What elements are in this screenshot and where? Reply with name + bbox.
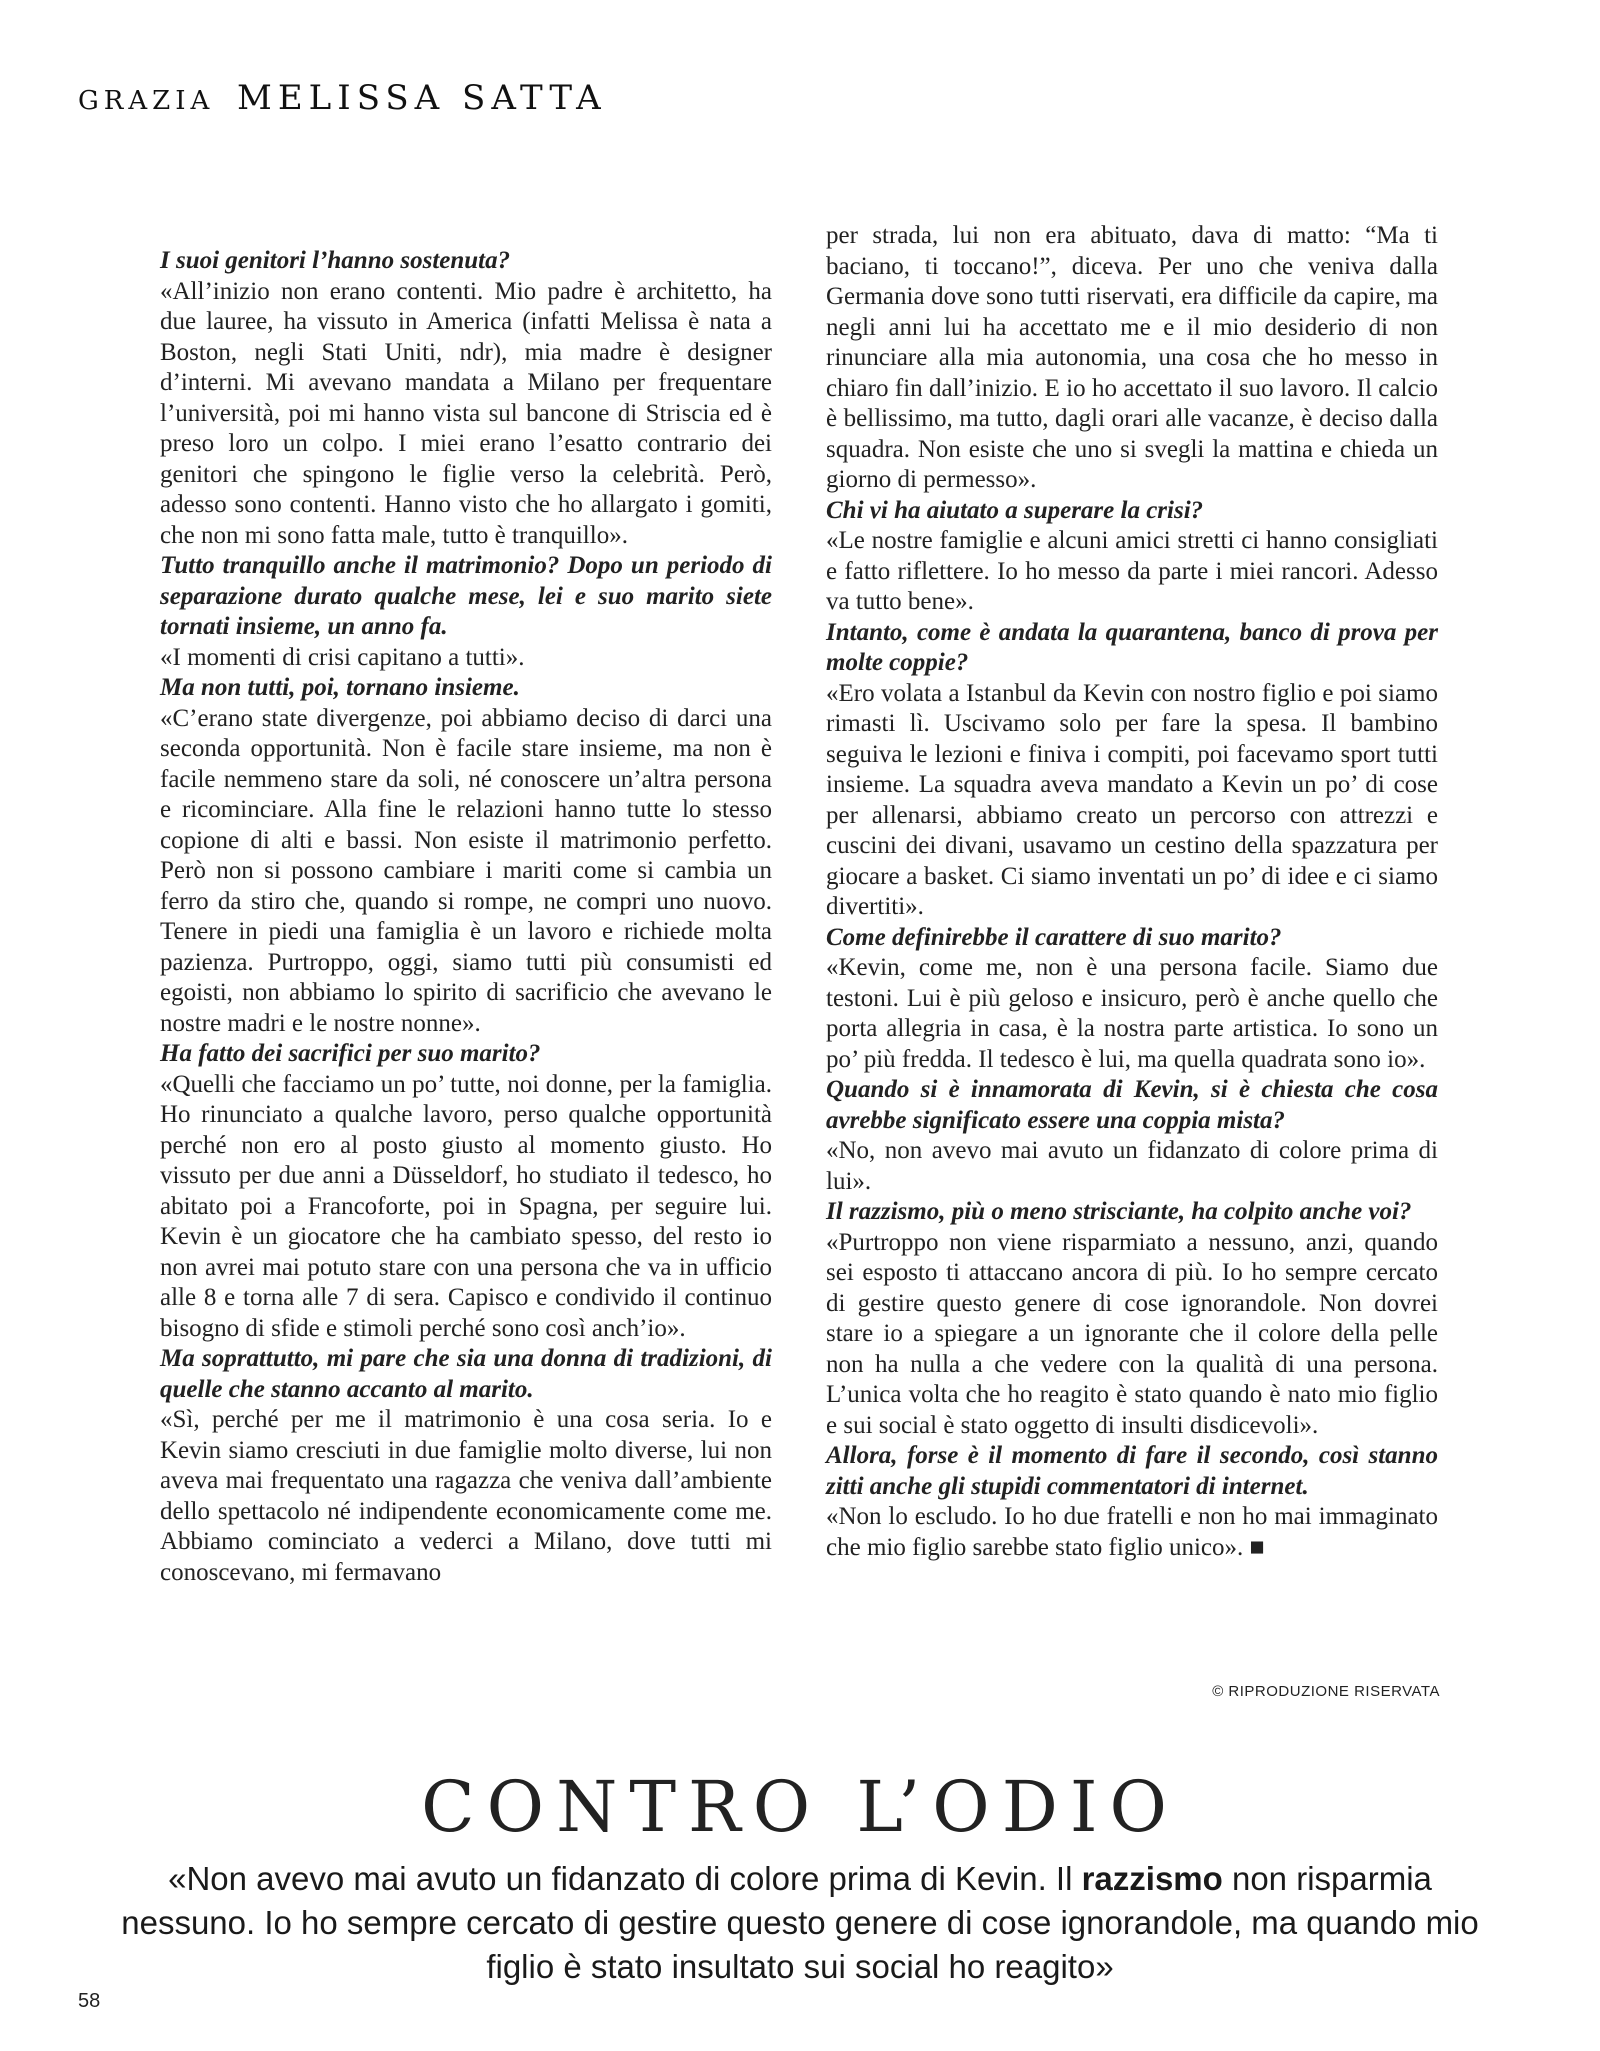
interview-answer: «Quelli che facciamo un po’ tutte, noi donne, per la famiglia. Ho rinunciato a qualche lavoro, perso qualche opportunità perché non ero al posto giusto al momento giusto. Ho vissuto per due anni a Düsseldorf, ho studiato il tedesco, ho abitato poi a Francoforte, poi in Spagna, per seguire lui. Kevin è un giocatore che ha cambiato spesso, del resto io non avrei mai potuto stare con una persona che va in ufficio alle 8 e torna alle 7 di sera. Capisco e condivido il continuo bisogno di sfide e stimoli perché sono così anch’io». (160, 1070, 772, 1342)
interview-answer: per strada, lui non era abituato, dava di matto: “Ma ti baciano, ti toccano!”, diceva. Per uno che veniva dalla Germania dove sono tutti riservati, era difficile da capire, ma negli anni lui ha accettato me e il mio desiderio di non rinunciare alla mia autonomia, una cosa che ho messo in chiaro fin dall’inizio. E io ho accettato il suo lavoro. Il calcio è bellissimo, ma tutto, dagli orari alle vacanze, è deciso dalla squadra. Non esiste che uno si svegli la mattina e chieda un giorno di permesso». (826, 222, 1438, 493)
interview-question: Tutto tranquillo anche il matrimonio? Dopo un periodo di separazione durato qualche mese, lei e suo marito siete tornati insieme, un anno fa. (160, 552, 772, 640)
pullquote-before: «Non avevo mai avuto un fidanzato di colore prima di Kevin. Il (168, 1860, 1082, 1897)
pullquote-after: non risparmia nessuno. Io ho sempre cercato di gestire questo genere di cose ignorandole, ma quando mio figlio è stato insultato sui social ho reagito» (121, 1860, 1479, 1985)
interview-answer: «Purtroppo non viene risparmiato a nessuno, anzi, quando sei esposto ti attaccano ancora di più. Io ho sempre cercato di gestire questo genere di cose ignorandole. Non dovrei stare io a spiegare a un ignorante che il colore della pelle non ha nulla a che vedere con la qualità di una persona. L’unica volta che ho reagito è stato quando è nato mio figlio e sui social è stato oggetto di insulti disdicevoli». (826, 1228, 1438, 1439)
left-column (160, 246, 772, 1588)
interview-question: I suoi genitori l’hanno sostenuta? (160, 247, 511, 274)
interview-question: Il razzismo, più o meno strisciante, ha colpito anche voi? (826, 1198, 1412, 1225)
interview-question: Come definirebbe il carattere di suo marito? (826, 923, 1282, 951)
interview-question: Chi vi ha aiutato a superare la crisi? (826, 496, 1204, 524)
right-column (826, 221, 1438, 1563)
interview-answer: «Le nostre famiglie e alcuni amici stretti ci hanno consigliati e fatto riflettere. Io ho messo da parte i miei rancori. Adesso va tutto bene». (826, 527, 1438, 615)
pullquote-title: CONTRO L’ODIO (421, 1766, 1179, 1848)
interview-question: Quando si è innamorata di Kevin, si è chiesta che cosa avrebbe significato essere una coppia mista? (826, 1076, 1438, 1134)
page-number: 58 (78, 1990, 101, 2012)
pullquote-text (100, 1857, 1500, 1989)
interview-answer: «I momenti di crisi capitano a tutti». (160, 643, 525, 671)
interview-answer: «Kevin, come me, non è una persona facile. Siamo due testoni. Lui è più geloso e insicuro, però è anche quello che porta allegria in casa, è la nostra parte artistica. Io sono un po’ più fredda. Il tedesco è lui, ma quella quadrata sono io». (826, 954, 1438, 1073)
interview-question: Ma soprattutto, mi pare che sia una donna di tradizioni, di quelle che stanno accanto al marito. (160, 1345, 772, 1403)
interview-answer: «Sì, perché per me il matrimonio è una cosa seria. Io e Kevin siamo cresciuti in due famiglie molto diverse, lui non aveva mai frequentato una ragazza che veniva dall’ambiente dello spettacolo né indipendente economicamente come me. Abbiamo cominciato a vederci a Milano, dove tutti mi conoscevano, mi fermavano (160, 1406, 772, 1586)
interview-answer: «Ero volata a Istanbul da Kevin con nostro figlio e poi siamo rimasti lì. Uscivamo solo per fare la spesa. Il bambino seguiva le lezioni e finiva i compiti, poi facevamo sport tutti insieme. La squadra aveva mandato a Kevin un po’ di cose per allenarsi, abbiamo creato un percorso con attrezzi e cuscini dei divani, usavamo un cestino della spazzatura per giocare a basket. Ci siamo inventati un po’ di idee e ci siamo divertiti». (826, 679, 1438, 920)
article-subject: MELISSA SATTA (237, 78, 607, 118)
copyright-credit: © RIPRODUZIONE RISERVATA (1212, 1683, 1440, 1700)
interview-question: Ha fatto dei sacrifici per suo marito? (160, 1040, 541, 1067)
interview-answer: «C’erano state divergenze, poi abbiamo deciso di darci una seconda opportunità. Non è facile stare insieme, ma non è facile nemmeno stare da soli, né conoscere un’altra persona e ricominciare. Alla fine le relazioni hanno tutte lo stesso copione di alti e bassi. Non esiste il matrimonio perfetto. Però non si possono cambiare i mariti come si cambia un ferro da stiro che, quando si rompe, ne compri uno nuovo. Tenere in piedi una famiglia è un lavoro e richiede molta pazienza. Purtroppo, oggi, siamo tutti più consumisti ed egoisti, non abbiamo lo spirito di sacrificio che avevano le nostre madri e le nostre nonne». (160, 704, 772, 1037)
interview-question: Intanto, come è andata la quarantena, banco di prova per molte coppie? (826, 618, 1438, 676)
magazine-brand: GRAZIA (78, 86, 215, 116)
interview-question: Ma non tutti, poi, tornano insieme. (160, 674, 520, 701)
interview-answer: «No, non avevo mai avuto un fidanzato di colore prima di lui». (826, 1137, 1438, 1195)
interview-answer: «All’inizio non erano contenti. Mio padre è architetto, ha due lauree, ha vissuto in America (infatti Melissa è nata a Boston, negli Stati Uniti, ndr), mia madre è designer d’interni. Mi avevano mandata a Milano per frequentare l’università, poi mi hanno vista sul bancone di Striscia ed è preso loro un colpo. I miei erano l’esatto contrario dei genitori che spingono le figlie verso la celebrità. Però, adesso sono contenti. Hanno visto che ho allargato i gomiti, che non mi sono fatta male, tutto è tranquillo». (160, 277, 772, 549)
interview-answer: «Non lo escludo. Io ho due fratelli e non ho mai immaginato che mio figlio sarebbe stato figlio unico». ■ (826, 1503, 1438, 1561)
page-header (78, 78, 607, 118)
pullquote-bold: razzismo (1081, 1860, 1223, 1897)
interview-question: Allora, forse è il momento di fare il secondo, così stanno zitti anche gli stupidi commentatori di internet. (826, 1442, 1438, 1500)
